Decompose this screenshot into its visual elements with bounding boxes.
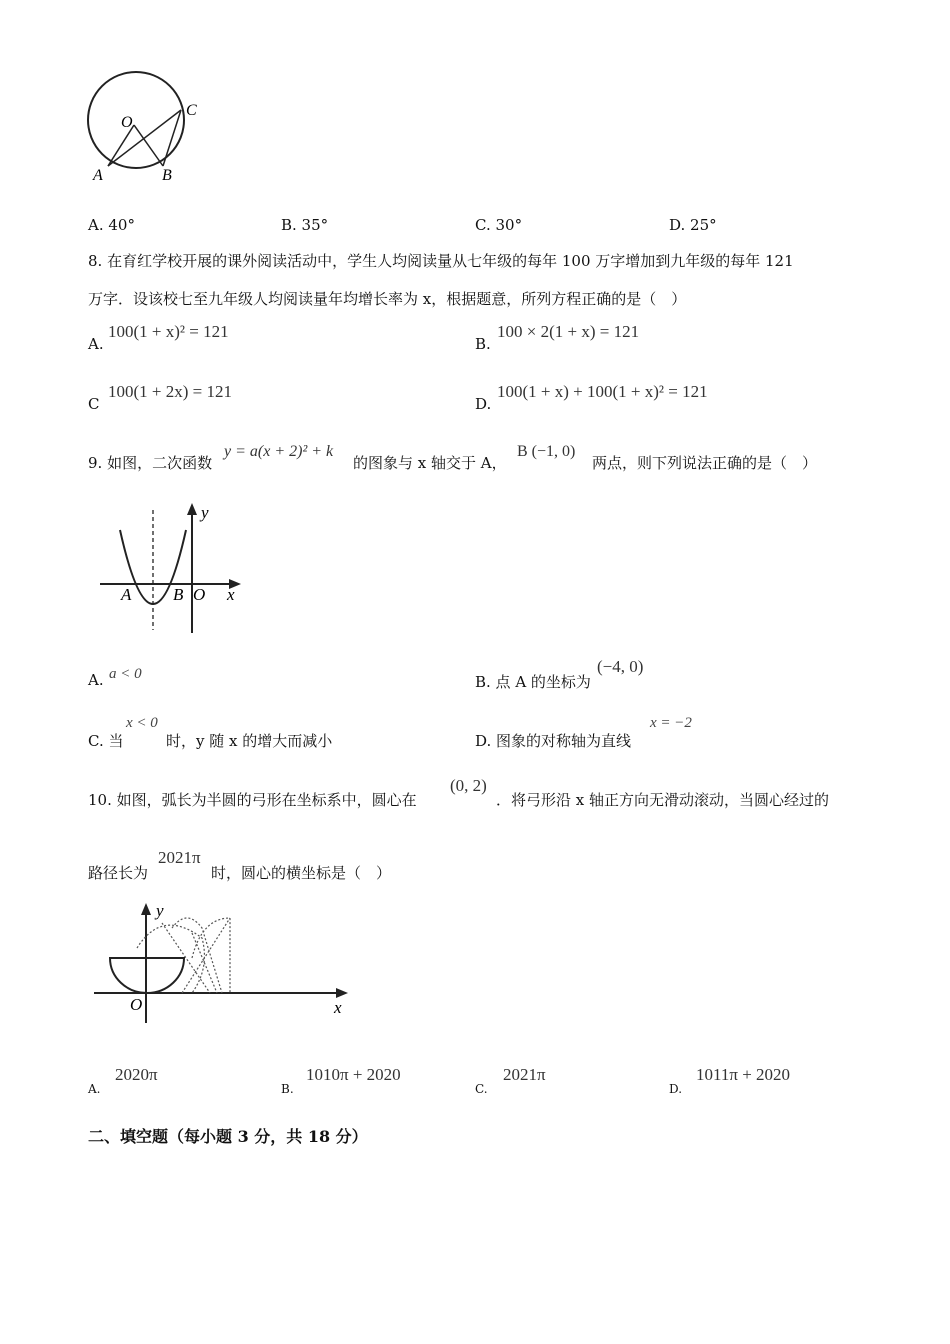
q10-option-b-letter[interactable]: B. [281,1082,294,1096]
label-y: y [201,503,209,522]
q8-option-a-expr[interactable]: 100(1 + x)² = 121 [108,322,229,341]
label-A: A [93,167,103,184]
q9-option-b-text[interactable]: B. 点 A 的坐标为 [475,673,591,691]
q10-arc-figure [92,898,357,1033]
q10-line1-pre: 10. 如图，弧长为半圆的弓形在坐标系中，圆心在 [88,791,417,809]
label-O: O [193,585,206,604]
q10-line2-math: 2021π [158,848,201,867]
q9-point-b: B (−1, 0) [517,443,576,460]
label-B: B [162,167,172,184]
q9-suffix: 两点，则下列说法正确的是（ ） [592,454,818,472]
q9-function: y = a(x + 2)² + k [224,443,334,460]
circle-shape [88,72,184,168]
q9-option-c-post[interactable]: 时，y 随 x 的增大而减小 [166,732,333,750]
q9-option-c-pre[interactable]: C. 当 [88,732,124,750]
q10-option-a-letter[interactable]: A. [88,1082,101,1096]
q10-option-c-expr[interactable]: 2021π [503,1065,546,1084]
segment-BC [163,110,181,166]
q8-option-b-expr[interactable]: 100 × 2(1 + x) = 121 [497,322,640,341]
q8-option-c-expr[interactable]: 100(1 + 2x) = 121 [108,382,232,401]
q8-option-a-letter[interactable]: A. [88,335,104,353]
rolled-arc-3 [192,918,230,993]
q7-option-a[interactable]: A. 40° [88,216,135,234]
q8-stem-line1: 8. 在育红学校开展的课外阅读活动中，学生人均阅读量从七年级的每年 100 万字增加到九年级的每年 121 [88,252,794,270]
segment-CA [108,110,181,166]
label-x: x [334,998,342,1017]
label-B: B [173,585,184,604]
q8-option-d-expr[interactable]: 100(1 + x) + 100(1 + x)² = 121 [497,382,708,401]
q7-circle-figure [80,70,210,185]
q8-option-c-letter[interactable]: C [88,395,100,413]
q7-option-b[interactable]: B. 35° [281,216,329,234]
q9-prefix: 9. 如图，二次函数 [88,454,213,472]
q9-option-a-math[interactable]: a < 0 [109,666,142,682]
y-axis-arrow-icon [141,903,151,915]
q10-line1-math: (0, 2) [450,776,487,795]
q8-stem-line2: 万字．设该校七至九年级人均阅读量年均增长率为 x，根据题意，所列方程正确的是（ ） [88,290,687,308]
q9-option-b-math[interactable]: (−4, 0) [597,657,644,676]
x-axis-arrow-icon [336,988,348,998]
label-C: C [186,102,197,119]
q9-parabola-figure [95,498,255,638]
q9-option-d-math[interactable]: x = −2 [650,715,692,731]
q9-mid: 的图象与 x 轴交于 A， [353,454,507,472]
q10-option-b-expr[interactable]: 1010π + 2020 [306,1065,401,1084]
q9-option-a-letter[interactable]: A. [88,671,104,689]
q10-option-a-expr[interactable]: 2020π [115,1065,158,1084]
segment-AO [108,125,134,166]
q10-option-c-letter[interactable]: C. [475,1082,488,1096]
rolled-arc-1 [137,925,204,993]
q7-option-c[interactable]: C. 30° [475,216,523,234]
label-O: O [121,114,133,131]
q10-option-d-letter[interactable]: D. [669,1082,683,1096]
label-O: O [130,995,143,1014]
q10-option-d-expr[interactable]: 1011π + 2020 [696,1065,791,1084]
q9-option-d-text[interactable]: D. 图象的对称轴为直线 [475,732,632,750]
label-x: x [227,585,235,604]
q9-option-c-math[interactable]: x < 0 [126,715,158,731]
q8-option-b-letter[interactable]: B. [475,335,491,353]
q10-line2-post: 时，圆心的横坐标是（ ） [211,864,392,882]
label-y: y [156,901,164,920]
label-A: A [121,585,132,604]
q10-line2-pre: 路径长为 [88,864,149,882]
q7-option-d[interactable]: D. 25° [669,216,717,234]
y-axis-arrow-icon [187,503,197,515]
q8-option-d-letter[interactable]: D. [475,395,492,413]
rolled-arc-2 [172,918,222,993]
q10-line1-post: ．将弓形沿 x 轴正方向无滑动滚动，当圆心经过的 [496,791,829,809]
rolled-chord-2 [192,933,217,993]
segment-OB [134,125,163,166]
section-heading: 二、填空题（每小题 3 分，共 18 分） [88,1127,368,1146]
